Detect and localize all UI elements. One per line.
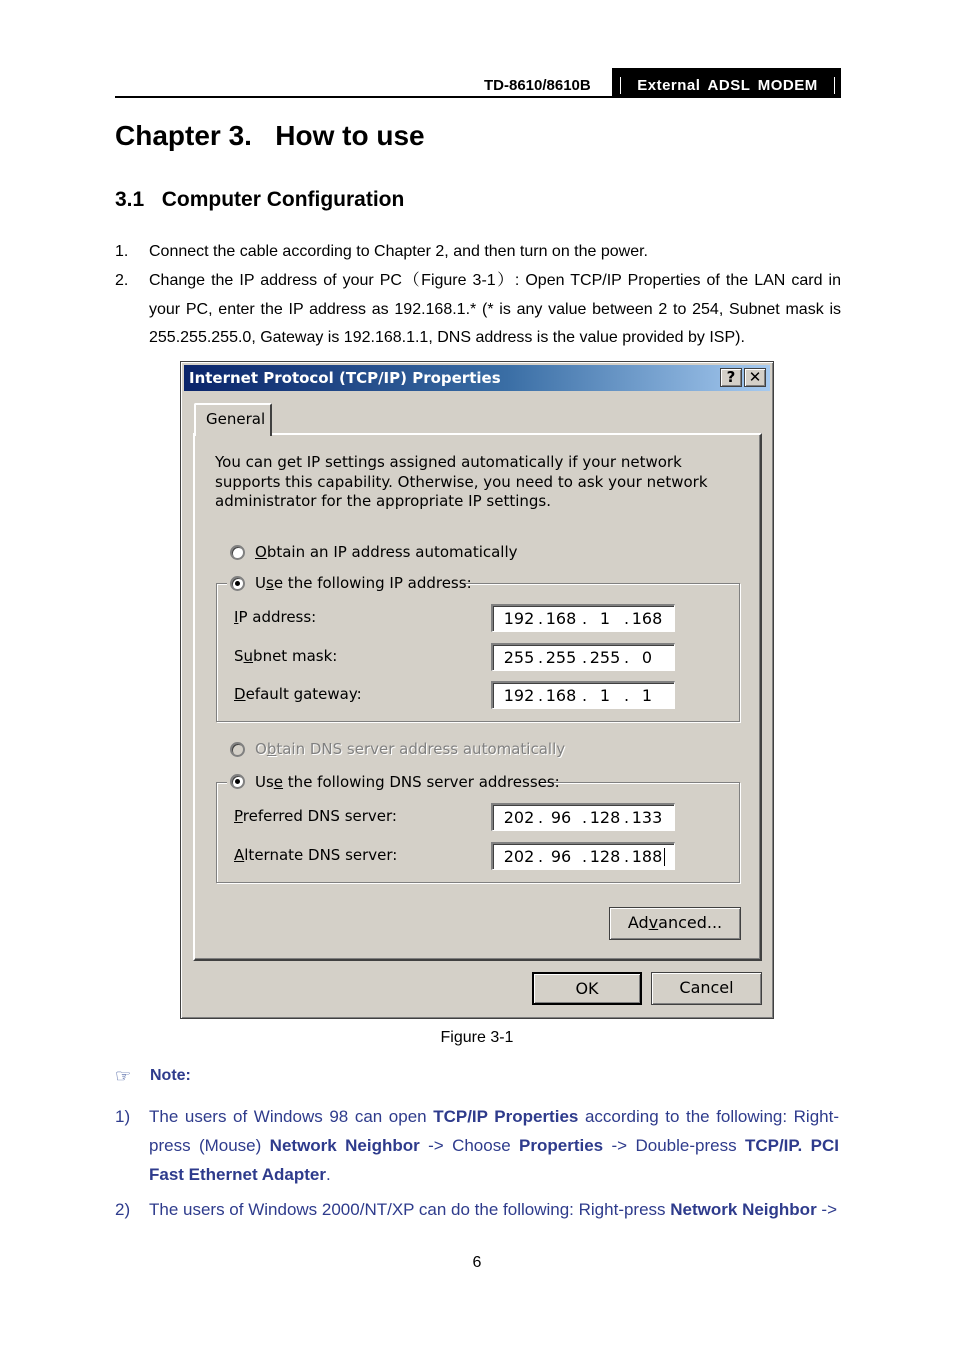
tcpip-properties-dialog <box>180 361 774 1019</box>
obtain-dns-radio[interactable] <box>230 742 245 757</box>
dialog-titlebar[interactable] <box>184 365 770 391</box>
dialog-title: Internet Protocol (TCP/IP) Properties <box>189 369 501 387</box>
preferred-dns-input[interactable]: 202 . 96 . 128 . 133 <box>491 803 675 831</box>
use-ip-radio[interactable] <box>230 576 245 591</box>
step-text: Change the IP address of your PC（Figure 3-1）: Open TCP/IP Properties of the LAN card in your PC, enter the IP address as 192.168.1.* (* is any value between 2 to 254, Subnet mask is 255.255.255.0, Gateway is 192.168.1.1, DNS address is the value provided by ISP). <box>149 272 841 346</box>
ip-address-input[interactable]: 192 . 168 . 1 . 168 <box>491 604 675 632</box>
text-cursor <box>664 848 665 866</box>
obtain-ip-label[interactable]: Obtain an IP address automatically <box>255 543 518 561</box>
alternate-dns-label: Alternate DNS server: <box>234 846 398 864</box>
note-item-text: The users of Windows 2000/NT/XP can do the following: Right-press Network Neighbor -> <box>149 1200 837 1219</box>
figure-caption: Figure 3-1 <box>440 1029 514 1046</box>
help-button[interactable]: ? <box>720 368 742 387</box>
step-number: 2. <box>115 272 129 289</box>
header-model: TD-8610/8610B <box>484 77 591 94</box>
note-label: Note: <box>150 1067 191 1084</box>
subnet-mask-input[interactable]: 255 . 255 . 255 . 0 <box>491 643 675 671</box>
use-dns-label[interactable]: Use the following DNS server addresses: <box>255 773 560 791</box>
obtain-ip-radio[interactable] <box>230 545 245 560</box>
header-product-box <box>612 68 841 96</box>
intro-text: You can get IP settings assigned automatically if your network supports this capability. Otherwise, you need to ask your network administrator for the appropriate IP settings. <box>215 453 708 510</box>
default-gateway-input[interactable]: 192 . 168 . 1 . 1 <box>491 681 675 709</box>
use-dns-radio[interactable] <box>230 774 245 789</box>
close-button[interactable]: ✕ <box>744 368 766 387</box>
preferred-dns-label: Preferred DNS server: <box>234 807 397 825</box>
header-rule <box>115 96 841 98</box>
step-number: 1. <box>115 243 129 260</box>
tab-general[interactable] <box>194 403 272 436</box>
subnet-mask-label: Subnet mask: <box>234 647 338 665</box>
ok-button[interactable]: OK <box>532 972 642 1005</box>
use-ip-label[interactable]: Use the following IP address: <box>255 574 472 592</box>
default-gateway-label: Default gateway: <box>234 685 362 703</box>
step-text: Connect the cable according to Chapter 2, and then turn on the power. <box>149 243 648 260</box>
alternate-dns-input[interactable]: 202 . 96 . 128 . 188 <box>491 842 675 870</box>
ip-address-label: IP address: <box>234 608 317 626</box>
cancel-button[interactable]: Cancel <box>651 972 762 1005</box>
chapter-title: Chapter 3. How to use <box>115 120 425 151</box>
section-title: 3.1 Computer Configuration <box>115 188 405 211</box>
tab-general-label: General <box>206 410 266 428</box>
note-item-text: The users of Windows 98 can open TCP/IP Properties according to the following: Right-press (Mouse) Network Neighbor -> Choose Properties -> Double-press TCP/IP. PCI Fast Ethernet Adapter. <box>149 1107 840 1184</box>
pointing-hand-icon: ☞ <box>115 1066 132 1086</box>
note-item-number: 1) <box>115 1107 131 1126</box>
page-number: 6 <box>472 1254 482 1271</box>
header-product: External ADSL MODEM <box>637 77 818 94</box>
obtain-dns-label[interactable]: Obtain DNS server address automatically <box>255 740 566 758</box>
note-item-number: 2) <box>115 1200 131 1219</box>
advanced-button[interactable]: Advanced... <box>609 907 741 940</box>
